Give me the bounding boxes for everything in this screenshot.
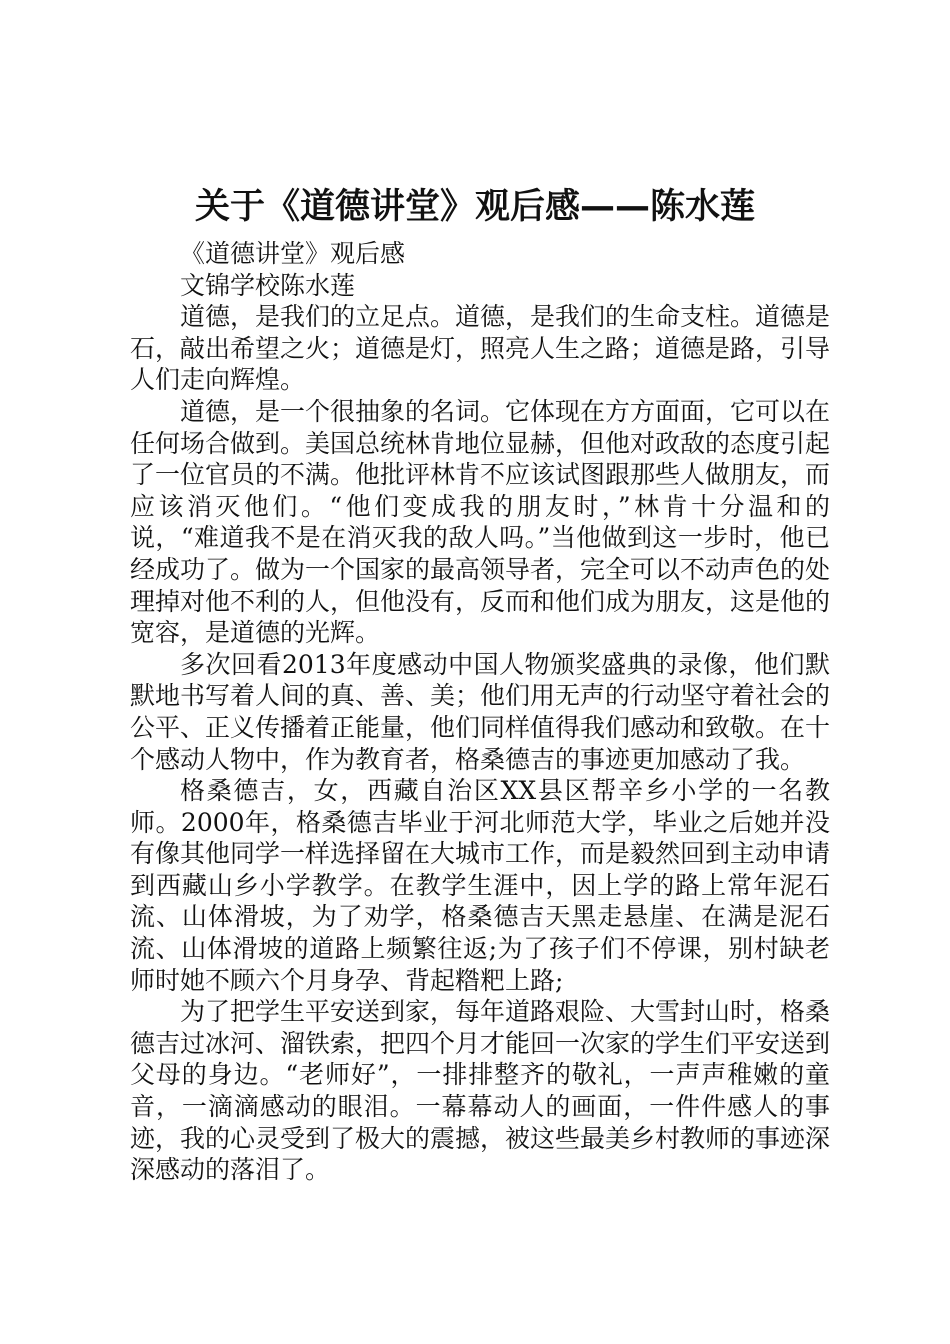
document-body [130, 238, 830, 1186]
body-paragraph: 道德，是我们的立足点。道德，是我们的生命支柱。道德是石，敲出希望之火；道德是灯，照亮人生之路；道德是路，引导人们走向辉煌。 [130, 302, 831, 395]
document-subtitle: 《道德讲堂》观后感 [180, 239, 406, 268]
body-paragraph: 道德，是一个很抽象的名词。它体现在方方面面，它可以在任何场合做到。美国总统林肯地位显赫，但他对政敌的态度引起了一位官员的不满。他批评林肯不应该试图跟那些人做朋友，而应该消灭他们。“他们变成我的朋友时，”林肯十分温和的说，“难道我不是在消灭我的敌人吗。”当他做到这一步时，他已经成功了。做为一个国家的最高领导者，完全可以不动声色的处理掉对他不利的人，但他没有，反而和他们成为朋友，这是他的宽容，是道德的光辉。 [130, 396, 831, 648]
document-title: 关于《道德讲堂》观后感——陈水莲 [194, 187, 755, 227]
body-paragraph: 格桑德吉，女，西藏自治区XX县区帮辛乡小学的一名教师。2000年，格桑德吉毕业于河北师范大学，毕业之后她并没有像其他同学一样选择留在大城市工作，而是毅然回到主动申请到西藏山乡小学教学。在教学生涯中，因上学的路上常年泥石流、山体滑坡，为了劝学，格桑德吉天黑走悬崖、在满是泥石流、山体滑坡的道路上频繁往返;为了孩子们不停课，别村缺老师时她不顾六个月身孕、背起糌粑上路; [130, 776, 831, 995]
body-paragraph: 为了把学生平安送到家，每年道路艰险、大雪封山时，格桑德吉过冰河、溜铁索，把四个月才能回一次家的学生们平安送到父母的身边。“老师好”，一排排整齐的敬礼，一声声稚嫩的童音，一滴滴感动的眼泪。一幕幕动人的画面，一件件感人的事迹，我的心灵受到了极大的震撼，被这些最美乡村教师的事迹深深感动的落泪了。 [130, 997, 831, 1185]
body-paragraph: 多次回看2013年度感动中国人物颁奖盛典的录像，他们默默地书写着人间的真、善、美；他们用无声的行动坚守着社会的公平、正义传播着正能量，他们同样值得我们感动和致敬。在十个感动人物中，作为教育者，格桑德吉的事迹更加感动了我。 [130, 649, 831, 774]
author-line: 文锦学校陈水莲 [180, 270, 356, 300]
